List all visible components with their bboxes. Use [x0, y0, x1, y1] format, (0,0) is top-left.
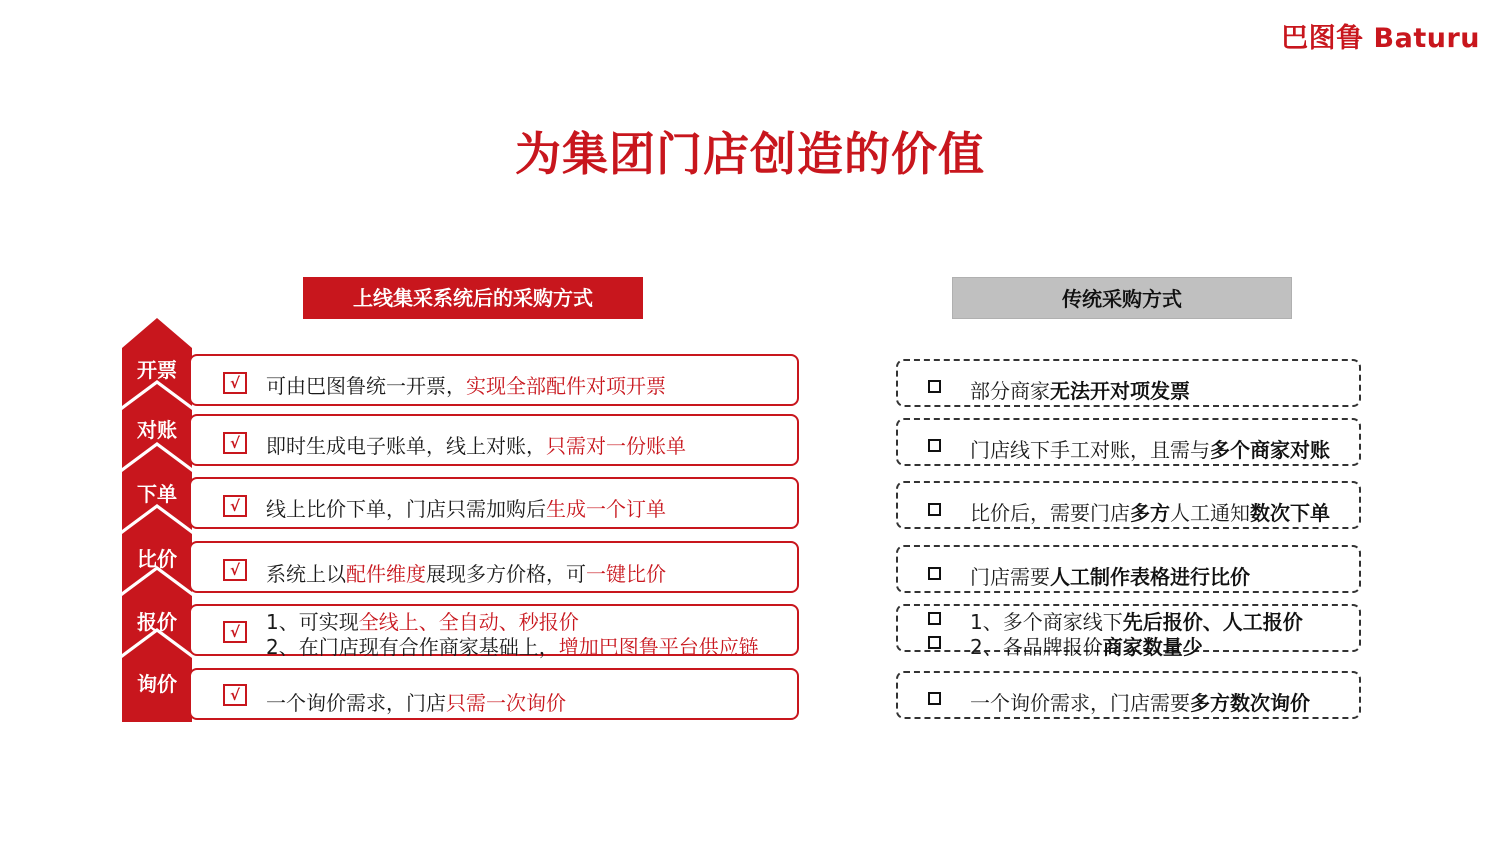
square-bullet-icon [928, 503, 941, 516]
square-bullet-icon [928, 439, 941, 452]
chevron-label-invoice: 开票 [137, 358, 177, 382]
right-row-text: 门店线下手工对账，且需与多个商家对账 [970, 438, 1330, 462]
right-row-inquiry [896, 671, 1361, 719]
square-bullet-icon [928, 636, 941, 649]
right-column-header: 传统采购方式 [952, 277, 1292, 319]
chevron-label-compare: 比价 [137, 547, 177, 571]
check-icon: √ [223, 495, 247, 517]
chevron-label-quote: 报价 [137, 610, 177, 634]
left-row-quote [189, 604, 799, 659]
right-row-text: 门店需要人工制作表格进行比价 [970, 565, 1250, 589]
left-row-reconcile [189, 414, 799, 466]
right-row-text: 比价后，需要门店多方人工通知数次下单 [970, 501, 1330, 525]
page-title: 为集团门店创造的价值 [515, 127, 985, 181]
left-row-text-line1: 1、可实现全线上、全自动、秒报价 [266, 610, 579, 634]
right-row-text-line1: 1、多个商家线下先后报价、人工报价 [970, 610, 1303, 634]
baturu-logo: 巴图鲁 Baturu [1281, 23, 1480, 54]
square-bullet-icon [928, 612, 941, 625]
right-row-text: 一个询价需求，门店需要多方数次询价 [970, 691, 1310, 715]
right-row-compare [896, 545, 1361, 593]
right-row-invoice [896, 359, 1361, 407]
right-row-reconcile [896, 418, 1361, 466]
right-row-text: 部分商家无法开对项发票 [970, 379, 1190, 403]
right-row-order [896, 481, 1361, 529]
check-icon: √ [223, 684, 247, 706]
chevron-label-inquiry: 询价 [137, 672, 177, 696]
right-row-quote [896, 604, 1361, 659]
square-bullet-icon [928, 567, 941, 580]
left-row-text: 可由巴图鲁统一开票，实现全部配件对项开票 [266, 374, 666, 398]
check-icon: √ [223, 559, 247, 581]
left-row-order [189, 477, 799, 529]
check-icon: √ [223, 372, 247, 394]
left-row-text: 一个询价需求，门店只需一次询价 [266, 691, 566, 715]
left-row-compare [189, 541, 799, 593]
left-row-text: 线上比价下单，门店只需加购后生成一个订单 [266, 497, 666, 521]
left-column-header: 上线集采系统后的采购方式 [303, 277, 643, 319]
left-row-text: 系统上以配件维度展现多方价格，可一键比价 [266, 562, 666, 586]
left-row-text-line2: 2、在门店现有合作商家基础上，增加巴图鲁平台供应链 [266, 635, 759, 659]
check-icon: √ [223, 432, 247, 454]
square-bullet-icon [928, 380, 941, 393]
left-row-invoice [189, 354, 799, 406]
right-row-text-line2: 2、各品牌报价商家数量少 [970, 635, 1203, 659]
chevron-label-order: 下单 [137, 482, 177, 506]
left-row-inquiry [189, 668, 799, 720]
chevron-label-reconcile: 对账 [137, 418, 177, 442]
left-row-text: 即时生成电子账单，线上对账，只需对一份账单 [266, 434, 686, 458]
square-bullet-icon [928, 692, 941, 705]
check-icon: √ [223, 621, 247, 643]
